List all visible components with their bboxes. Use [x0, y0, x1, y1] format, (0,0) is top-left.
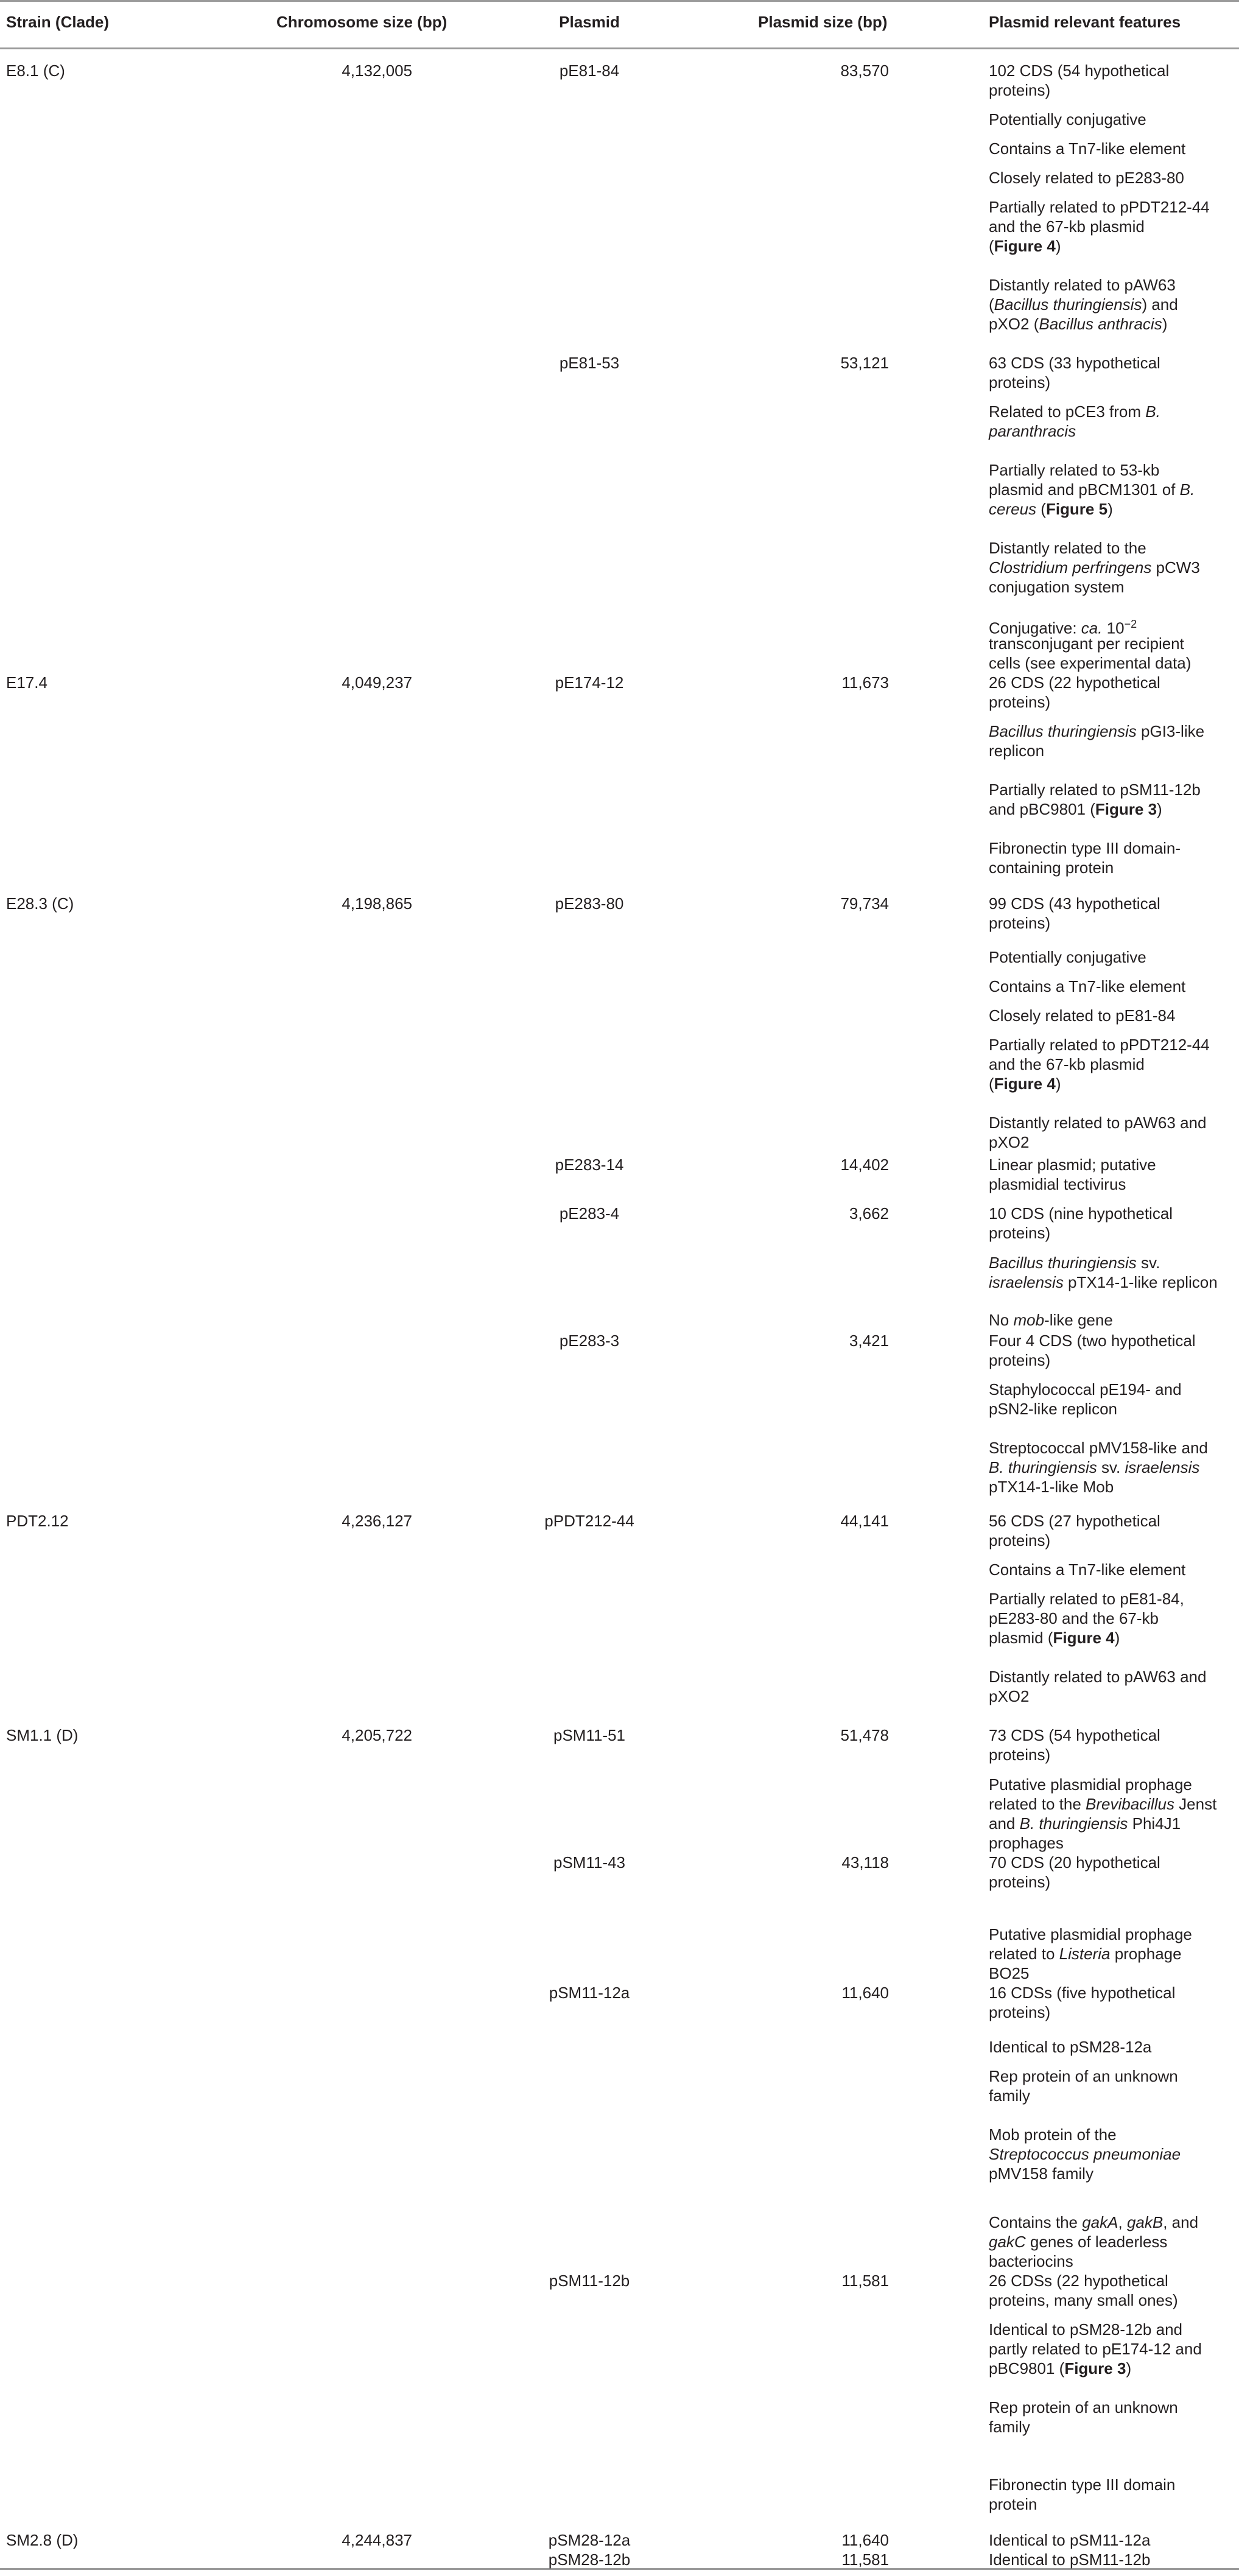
plasmid-size-cell: 11,581: [841, 2550, 889, 2569]
feature-line: Four 4 CDS (two hypothetical: [989, 1332, 1196, 1350]
feature-line: proteins): [989, 373, 1051, 391]
feature-line: Contains a Tn7-like element: [989, 1560, 1186, 1579]
feature-line: plasmid (Figure 4): [989, 1629, 1120, 1647]
feature-line: Distantly related to pAW63 and: [989, 1114, 1207, 1132]
plasmid-size-cell: 11,640: [841, 2531, 889, 2549]
feature-line: Closely related to pE81-84: [989, 1006, 1176, 1025]
plasmid-cell: pSM11-43: [553, 1853, 626, 1872]
feature-line: related to the Brevibacillus Jenst: [989, 1795, 1217, 1813]
feature-line: Closely related to pE283-80: [989, 169, 1184, 187]
feature-line: proteins): [989, 81, 1051, 99]
feature-line: and pBC9801 (Figure 3): [989, 800, 1162, 818]
plasmid-cell: pSM28-12a: [548, 2531, 631, 2549]
feature-line: Partially related to 53-kb: [989, 461, 1160, 479]
plasmid-cell: pE283-3: [559, 1332, 620, 1350]
feature-line: 56 CDS (27 hypothetical: [989, 1512, 1160, 1530]
feature-line: 26 CDSs (22 hypothetical: [989, 2272, 1168, 2290]
figure-reference: Figure 5: [1045, 500, 1108, 518]
feature-line: related to Listeria prophage: [989, 1945, 1182, 1963]
feature-line: Identical to pSM28-12b and: [989, 2320, 1182, 2339]
plasmid-cell: pE81-84: [559, 61, 620, 80]
feature-line: 63 CDS (33 hypothetical: [989, 354, 1160, 372]
plasmid-cell: pE283-14: [555, 1156, 624, 1174]
feature-line: Fibronectin type III domain-: [989, 839, 1181, 857]
feature-line: Putative plasmidial prophage: [989, 1925, 1192, 1943]
feature-line: Distantly related to the: [989, 539, 1146, 557]
feature-line: transconjugant per recipient: [989, 634, 1184, 653]
plasmid-size-cell: 3,421: [849, 1332, 889, 1350]
feature-line: Identical to pSM11-12a: [989, 2531, 1151, 2549]
feature-line: and B. thuringiensis Phi4J1: [989, 1814, 1181, 1833]
feature-line: 70 CDS (20 hypothetical: [989, 1853, 1160, 1872]
feature-line: Distantly related to pAW63: [989, 276, 1176, 294]
feature-line: family: [989, 2418, 1030, 2436]
feature-line: proteins): [989, 2003, 1051, 2021]
feature-line: BO25: [989, 1964, 1030, 1982]
plasmid-cell: pE283-4: [559, 1204, 620, 1223]
feature-line: pTX14-1-like Mob: [989, 1478, 1114, 1496]
feature-line: and the 67-kb plasmid: [989, 1055, 1145, 1073]
figure-reference: Figure 4: [1053, 1629, 1115, 1647]
figure-reference: Figure 3: [1064, 2359, 1126, 2378]
feature-line: containing protein: [989, 858, 1114, 877]
plasmid-size-cell: 11,673: [841, 673, 889, 692]
feature-line: proteins): [989, 693, 1051, 711]
feature-line: 16 CDSs (five hypothetical: [989, 1984, 1176, 2002]
feature-line: pXO2 (Bacillus anthracis): [989, 315, 1168, 333]
strain-cell: E17.4: [6, 673, 47, 692]
feature-line: Putative plasmidial prophage: [989, 1775, 1192, 1794]
feature-line: paranthracis: [989, 422, 1076, 440]
feature-line: prophages: [989, 1834, 1064, 1852]
figure-reference: Figure 4: [994, 1075, 1056, 1093]
feature-line: Related to pCE3 from B.: [989, 402, 1160, 421]
chromosome-size-cell: 4,132,005: [342, 61, 412, 80]
feature-line: pE283-80 and the 67-kb: [989, 1609, 1159, 1627]
figure-reference: Figure 3: [1095, 800, 1157, 818]
feature-line: Identical to pSM11-12b: [989, 2550, 1151, 2569]
feature-line: pSN2-like replicon: [989, 1400, 1117, 1418]
feature-line: and the 67-kb plasmid: [989, 217, 1145, 236]
feature-line: pXO2: [989, 1133, 1030, 1151]
chromosome-size-cell: 4,236,127: [342, 1512, 412, 1530]
feature-line: Distantly related to pAW63 and: [989, 1668, 1207, 1686]
table-top-rule: [0, 0, 1239, 2]
plasmid-cell: pSM11-51: [553, 1726, 626, 1744]
feature-line: pXO2: [989, 1687, 1030, 1705]
plasmid-cell: pSM28-12b: [548, 2550, 631, 2569]
feature-line: proteins): [989, 1746, 1051, 1764]
plasmid-size-cell: 11,640: [841, 1984, 889, 2002]
plasmid-cell: pSM11-12a: [549, 1984, 630, 2002]
feature-line: proteins): [989, 1351, 1051, 1369]
plasmid-size-cell: 11,581: [841, 2272, 889, 2290]
feature-line: plasmid and pBCM1301 of B.: [989, 480, 1195, 499]
feature-line: Rep protein of an unknown: [989, 2067, 1178, 2085]
feature-line: B. thuringiensis sv. israelensis: [989, 1458, 1200, 1476]
feature-line: Partially related to pPDT212-44: [989, 198, 1210, 216]
chromosome-size-cell: 4,049,237: [342, 673, 412, 692]
feature-line: 73 CDS (54 hypothetical: [989, 1726, 1160, 1744]
feature-line: Conjugative: ca. $10^{-2}$: [989, 618, 1137, 637]
feature-line: Mob protein of the: [989, 2125, 1117, 2144]
plasmid-cell: pE81-53: [559, 354, 620, 372]
feature-line: family: [989, 2086, 1030, 2105]
chromosome-size-cell: 4,198,865: [342, 894, 412, 913]
feature-line: plasmidial tectivirus: [989, 1175, 1126, 1193]
feature-line: partly related to pE174-12 and: [989, 2340, 1202, 2358]
feature-line: Contains a Tn7-like element: [989, 139, 1186, 158]
feature-line: proteins): [989, 1873, 1051, 1891]
plasmid-size-cell: 14,402: [840, 1156, 889, 1174]
header-plasmid-size: Plasmid size (bp): [758, 13, 888, 31]
feature-line: conjugation system: [989, 578, 1125, 596]
strain-cell: PDT2.12: [6, 1512, 69, 1530]
feature-line: proteins, many small ones): [989, 2291, 1178, 2309]
feature-line: 99 CDS (43 hypothetical: [989, 894, 1160, 913]
feature-line: Partially related to pPDT212-44: [989, 1036, 1210, 1054]
plasmid-size-cell: 51,478: [840, 1726, 889, 1744]
feature-line: pMV158 family: [989, 2164, 1093, 2183]
figure-reference: Figure 4: [994, 237, 1056, 255]
feature-line: Fibronectin type III domain: [989, 2476, 1176, 2494]
feature-line: Bacillus thuringiensis pGI3-like: [989, 722, 1205, 740]
feature-line: Identical to pSM28-12a: [989, 2038, 1152, 2056]
feature-line: Clostridium perfringens pCW3: [989, 558, 1200, 577]
feature-line: Streptococcal pMV158-like and: [989, 1439, 1208, 1457]
feature-line: 102 CDS (54 hypothetical: [989, 61, 1170, 80]
feature-line: (Bacillus thuringiensis) and: [989, 295, 1178, 314]
feature-line: Bacillus thuringiensis sv.: [989, 1254, 1160, 1272]
header-plasmid: Plasmid: [559, 13, 620, 31]
feature-line: gakC genes of leaderless: [989, 2233, 1168, 2251]
feature-line: Linear plasmid; putative: [989, 1156, 1156, 1174]
feature-line: Streptococcus pneumoniae: [989, 2145, 1181, 2163]
feature-line: bacteriocins: [989, 2252, 1073, 2270]
plasmid-cell: pE174-12: [555, 673, 624, 692]
feature-line: proteins): [989, 914, 1051, 932]
feature-line: (Figure 4): [989, 1075, 1061, 1093]
feature-line: 26 CDS (22 hypothetical: [989, 673, 1160, 692]
feature-line: (Figure 4): [989, 237, 1061, 255]
feature-line: proteins): [989, 1531, 1051, 1549]
header-strain: Strain (Clade): [6, 13, 110, 31]
feature-line: israelensis pTX14-1-like replicon: [989, 1273, 1218, 1291]
feature-line: Contains a Tn7-like element: [989, 977, 1186, 995]
strain-cell: SM2.8 (D): [6, 2531, 79, 2549]
feature-line: pBC9801 (Figure 3): [989, 2359, 1132, 2378]
header-chromosome-size: Chromosome size (bp): [276, 13, 448, 31]
plasmid-size-cell: 43,118: [841, 1853, 889, 1872]
feature-line: 10 CDS (nine hypothetical: [989, 1204, 1173, 1223]
plasmid-cell: pE283-80: [555, 894, 624, 913]
feature-line: Rep protein of an unknown: [989, 2398, 1178, 2416]
chromosome-size-cell: 4,205,722: [342, 1726, 412, 1744]
plasmid-size-cell: 79,734: [840, 894, 889, 913]
strain-cell: E8.1 (C): [6, 61, 65, 80]
feature-line: proteins): [989, 1224, 1051, 1242]
plasmid-size-cell: 83,570: [840, 61, 889, 80]
plasmid-size-cell: 53,121: [840, 354, 889, 372]
feature-line: protein: [989, 2495, 1037, 2513]
feature-line: Contains the gakA, gakB, and: [989, 2213, 1199, 2231]
feature-line: Partially related to pSM11-12b: [989, 781, 1201, 799]
feature-line: Staphylococcal pE194- and: [989, 1380, 1182, 1399]
table-header-rule: [0, 47, 1239, 49]
feature-line: Potentially conjugative: [989, 110, 1146, 128]
plasmid-cell: pSM11-12b: [549, 2272, 630, 2290]
feature-line: cereus (Figure 5): [989, 500, 1113, 518]
strain-cell: SM1.1 (D): [6, 1726, 79, 1744]
plasmid-size-cell: 44,141: [840, 1512, 889, 1530]
feature-line: cells (see experimental data): [989, 654, 1192, 672]
feature-line: replicon: [989, 742, 1045, 760]
plasmid-size-cell: 3,662: [849, 1204, 889, 1223]
plasmid-cell: pPDT212-44: [544, 1512, 634, 1530]
feature-line: Partially related to pE81-84,: [989, 1590, 1184, 1608]
feature-line: No mob-like gene: [989, 1311, 1113, 1329]
chromosome-size-cell: 4,244,837: [342, 2531, 412, 2549]
feature-line: Potentially conjugative: [989, 948, 1146, 966]
strain-cell: E28.3 (C): [6, 894, 74, 913]
header-plasmid-features: Plasmid relevant features: [989, 13, 1181, 31]
